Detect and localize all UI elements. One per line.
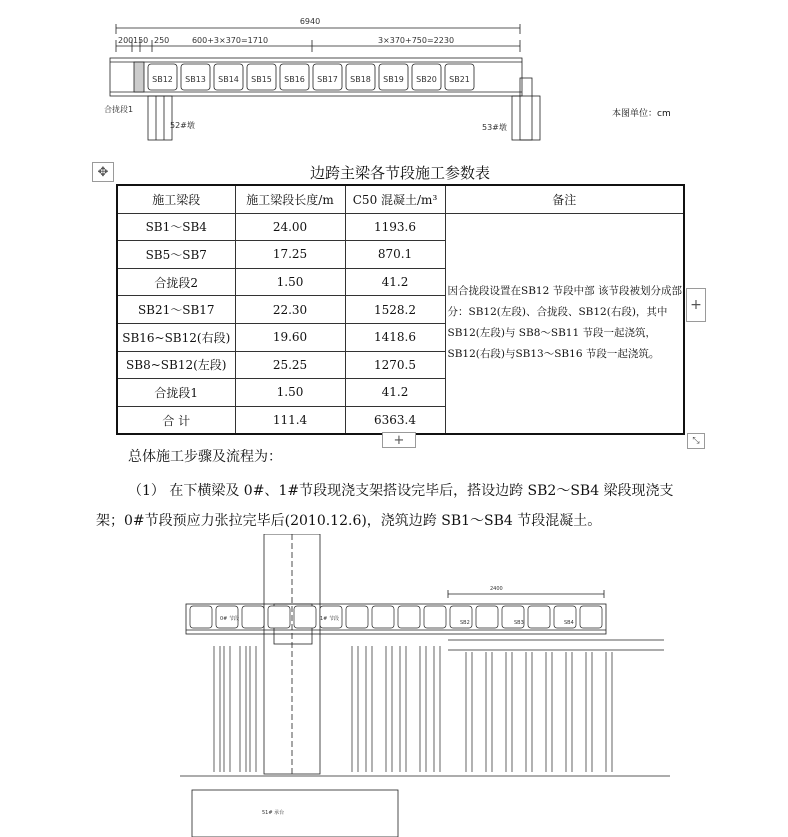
segment-label: SB13 — [185, 75, 206, 84]
table-cell: 19.60 — [235, 323, 345, 351]
deck-segment-box — [580, 606, 602, 628]
table-cell: 111.4 — [235, 406, 345, 434]
table-cell: 1528.2 — [345, 296, 445, 324]
table-cell: SB8~SB12(左段) — [117, 351, 235, 379]
segment-label: SB14 — [218, 75, 239, 84]
table-cell: 17.25 — [235, 241, 345, 269]
note-cell — [445, 213, 684, 434]
dim-label: 250 — [154, 36, 170, 45]
dim-label: 3×370+750=2230 — [377, 36, 455, 45]
table-cell: 870.1 — [345, 241, 445, 269]
resize-icon[interactable]: ⤡ — [687, 433, 705, 449]
scaffold-elevation-diagram — [180, 534, 670, 837]
header-concrete: C50 混凝土/m³ — [345, 185, 445, 213]
segment-label: 0# 节段 — [220, 616, 239, 622]
table-cell: SB21～SB17 — [117, 296, 235, 324]
add-row-button[interactable] — [382, 432, 416, 448]
segment-label: SB12 — [152, 75, 173, 84]
pile-cap-label: 51# 承台 — [262, 810, 285, 816]
paragraph: （1） 在下横梁及 0#、1#节段现浇支架搭设完毕后，搭设边跨 SB2～SB4 梁段现浇支 — [128, 483, 674, 499]
plus-icon: + — [393, 432, 405, 448]
table-cell: 24.00 — [235, 213, 345, 241]
pier-right-label: 53#墩 — [482, 123, 507, 132]
side-span-segment-diagram — [100, 0, 680, 150]
deck-segment-box — [424, 606, 446, 628]
segment-label: 1# 节段 — [320, 616, 339, 622]
table-cell: 合拢段2 — [117, 268, 235, 296]
table-cell: SB16~SB12(右段) — [117, 323, 235, 351]
table-cell: SB5～SB7 — [117, 241, 235, 269]
table-title: 边跨主梁各节段施工参数表 — [309, 164, 490, 182]
deck-segment-box — [190, 606, 212, 628]
deck-segment-box — [294, 606, 316, 628]
deck-segment-box — [268, 606, 290, 628]
unit-note: 本图单位：cm — [612, 109, 671, 119]
table-cell: 22.30 — [235, 296, 345, 324]
table-cell: 1.50 — [235, 268, 345, 296]
table-cell: 1193.6 — [345, 213, 445, 241]
segment-label: SB16 — [284, 75, 305, 84]
table-cell: 合 计 — [117, 406, 235, 434]
move-icon[interactable]: ✥ — [92, 162, 114, 182]
dim-label: 150 — [133, 36, 149, 45]
segment-label: SB3 — [514, 620, 524, 626]
segment-label: SB15 — [251, 75, 272, 84]
note-text: 因合拢段设置在SB12 节段中部 该节段被划分成部分：SB12(左段)、合拢段、SB12(右段)，其中SB12(左段)与 SB8～SB11 节段一起浇筑，SB12(右段)与SB13～SB16 节段一起浇筑。 — [447, 285, 682, 361]
closure-label: 合拢段1 — [104, 105, 134, 114]
segment-label: SB4 — [564, 620, 574, 626]
table-cell: 1270.5 — [345, 351, 445, 379]
segment-label: SB21 — [449, 75, 470, 84]
table-cell: 6363.4 — [345, 406, 445, 434]
dim-label: 200 — [118, 36, 134, 45]
table-cell: 1418.6 — [345, 323, 445, 351]
segment-label: SB19 — [383, 75, 404, 84]
segment-label: SB17 — [317, 75, 338, 84]
header-note: 备注 — [445, 185, 684, 213]
table-cell: SB1～SB4 — [117, 213, 235, 241]
deck-segment-box — [346, 606, 368, 628]
deck-segment-box — [528, 606, 550, 628]
deck-segment-box — [398, 606, 420, 628]
deck-segment-box — [372, 606, 394, 628]
plus-icon: + — [690, 297, 702, 313]
total-dimension: 6940 — [299, 17, 321, 26]
pier-left-label: 52#墩 — [170, 121, 195, 130]
segment-label: SB18 — [350, 75, 371, 84]
construction-parameter-table — [116, 184, 685, 435]
add-column-button[interactable] — [686, 288, 706, 322]
dim-label: 2400 — [490, 586, 503, 592]
header-length: 施工梁段长度/m — [235, 185, 345, 213]
table-cell: 41.2 — [345, 268, 445, 296]
deck-segment-box — [476, 606, 498, 628]
table-cell: 41.2 — [345, 379, 445, 407]
table-cell: 合拢段1 — [117, 379, 235, 407]
header-segment: 施工梁段 — [117, 185, 235, 213]
table-cell: 25.25 — [235, 351, 345, 379]
segment-label: SB2 — [460, 620, 470, 626]
paragraph: 总体施工步骤及流程为： — [128, 449, 282, 465]
deck-segment-box — [242, 606, 264, 628]
segment-label: SB20 — [416, 75, 437, 84]
table-cell: 1.50 — [235, 379, 345, 407]
dim-label: 600+3×370=1710 — [191, 36, 269, 45]
paragraph: 架；0#节段预应力张拉完毕后(2010.12.6)，浇筑边跨 SB1～SB4 节段混凝土。 — [96, 513, 602, 529]
